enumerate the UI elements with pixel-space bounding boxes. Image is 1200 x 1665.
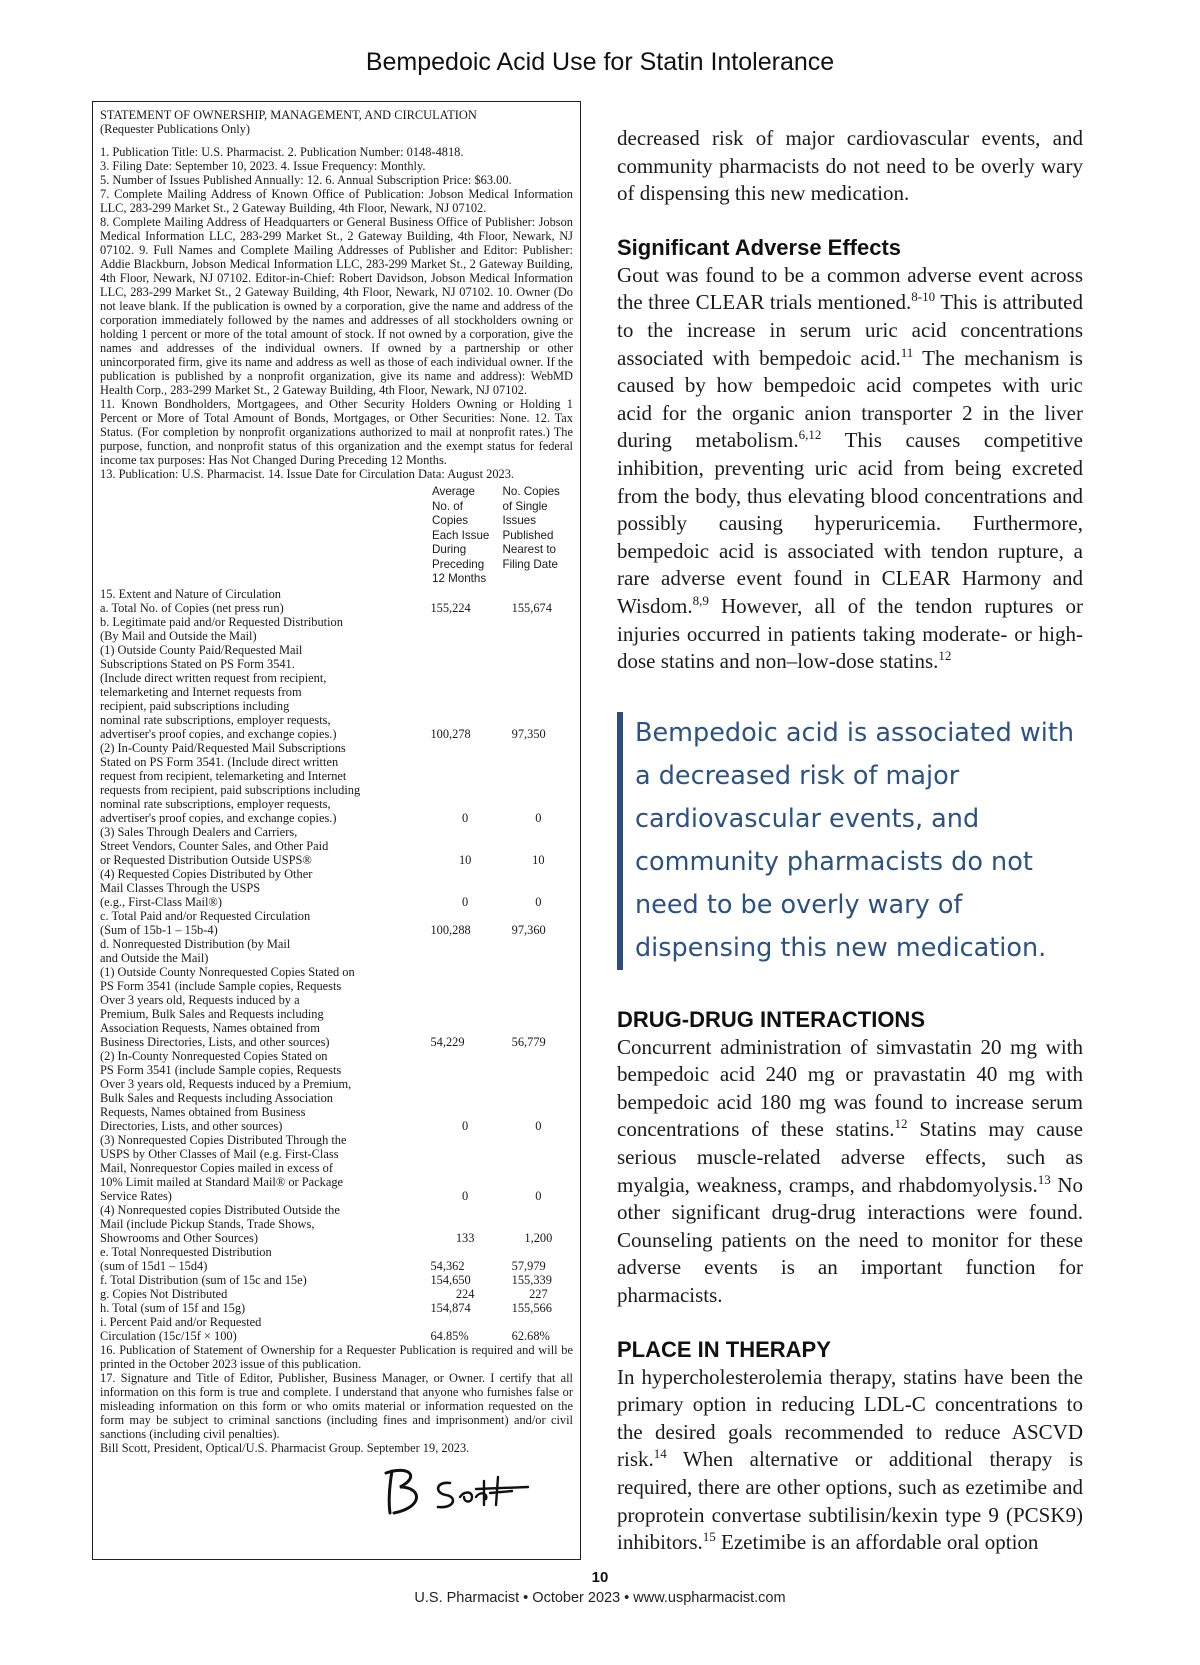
statement-paragraph: 3. Filing Date: September 10, 2023. 4. Issue Frequency: Monthly. xyxy=(100,159,426,173)
row-label: 15. Extent and Nature of Circulation xyxy=(100,586,281,601)
statement-paragraph: 5. Number of Issues Published Annually: 12. 6. Annual Subscription Price: $63.00. xyxy=(100,173,512,187)
table-row xyxy=(100,1273,573,1287)
table-row xyxy=(100,1203,573,1245)
column-header-average: Average No. of Copies Each Issue During Preceding 12 Months xyxy=(432,485,490,585)
statement-heading-subtitle: (Requester Publications Only) xyxy=(100,122,251,136)
reference-superscript: 6,12 xyxy=(798,427,822,443)
article-column xyxy=(617,125,1083,1557)
statement-closing-paragraph: 17. Signature and Title of Editor, Publisher, Business Manager, or Owner. I certify that all information on this form is true and complete. I understand that anyone who furnishes false or misleading information on this form or who omits material or information requested on the form may be subject to criminal sanctions (including fines and imprisonment) and/or civil sanctions (including civil penalties). xyxy=(100,1370,573,1441)
table-row xyxy=(100,741,573,825)
row-label: g. Copies Not Distributed xyxy=(100,1286,228,1301)
statement-paragraph: 7. Complete Mailing Address of Known Office of Publication: Jobson Medical Information LLC, 283-299 Market St., 2 Gateway Building, 4th Floor, Newark, NJ 07102. xyxy=(100,187,573,215)
row-label: (2) In-County Nonrequested Copies Stated on PS Form 3541 (include Sample copies, Requests Over 3 years old, Requests induced by a Premium, Bulk Sales and Requests including Association Requests, Names obtained from Business Directories, Lists, and other sources) xyxy=(100,1048,352,1133)
table-row xyxy=(100,1301,573,1315)
table-row xyxy=(100,601,573,615)
row-label: (4) Requested Copies Distributed by Other Mail Classes Through the USPS (e.g., First-Class Mail®) xyxy=(100,866,313,909)
row-value-single: 56,779 xyxy=(511,1034,546,1049)
circulation-column-headers xyxy=(432,485,573,587)
row-value-single: 62.68% xyxy=(511,1328,550,1343)
statement-paragraph: 8. Complete Mailing Address of Headquarters or General Business Office of Publisher: Jobson Medical Information LLC, 283-299 Market St., 2 Gateway Building, 4th Floor, Newark, NJ 07102. 9. Full Names and Complete Mailing Addresses of Publisher and Editor: Publisher: Addie Blackburn, Jobson Medical Information LLC, 283-299 Market St., 2 Gateway Building, 4th Floor, Newark, NJ 07102. Editor-in-Chief: Robert Davidson, Jobson Medical Information LLC, 283-299 Market St., 2 Gateway Building, 4th Floor, Newark, NJ 07102. 10. Owner (Do not leave blank. If the publication is owned by a corporation, give the name and address of the corporation immediately followed by the names and addresses of all stockholders owning or holding 1 percent or more of the total amount of stock. If not owned by a corporation, give the names and addresses of the individual owners. If owned by a partnership or other unincorporated firm, give its name and address as well as those of each individual owner. If the publication is published by a nonprofit organization, give its name and address): WebMD Health Corp., 283-299 Market St., 2 Gateway Building, 4th Floor, Newark, NJ 07102. xyxy=(100,215,573,397)
row-value-single: 10 xyxy=(532,852,545,867)
statement-paragraph: 13. Publication: U.S. Pharmacist. 14. Issue Date for Circulation Data: August 2023. xyxy=(100,467,514,481)
table-row xyxy=(100,615,573,741)
section-heading-adverse-effects: Significant Adverse Effects xyxy=(617,234,902,260)
row-value-average: 64.85% xyxy=(430,1328,469,1343)
row-value-average: 100,278 xyxy=(430,726,471,741)
row-value-average: 0 xyxy=(462,810,469,825)
row-label: e. Total Nonrequested Distribution (sum of 15d1 – 15d4) xyxy=(100,1244,272,1273)
row-value-average: 10 xyxy=(458,852,472,867)
page-footer: U.S. Pharmacist • October 2023 • www.uspharmacist.com xyxy=(414,1590,786,1606)
row-value-average: 54,229 xyxy=(430,1034,465,1049)
reference-superscript: 8,9 xyxy=(692,592,709,608)
row-value-single: 57,979 xyxy=(511,1258,546,1273)
row-value-average: 154,650 xyxy=(430,1272,471,1287)
row-value-average: 133 xyxy=(455,1230,475,1245)
page-number: 10 xyxy=(591,1569,609,1586)
reference-superscript: 13 xyxy=(1037,1171,1051,1187)
statement-paragraph: 1. Publication Title: U.S. Pharmacist. 2. Publication Number: 0148-4818. xyxy=(100,145,464,159)
row-label: (4) Nonrequested copies Distributed Outside the Mail (include Pickup Stands, Trade Shows, Showrooms and Other Sources) xyxy=(100,1202,340,1245)
row-value-single: 0 xyxy=(535,894,542,909)
row-value-single: 97,350 xyxy=(511,726,546,741)
table-row xyxy=(100,1315,573,1343)
place-in-therapy-paragraph: In hypercholesterolemia therapy, statins have been the primary option in reducing LDL-C concentrations to the desired goals recommended to reduce ASCVD risk.$^{14}$ When alternative or additional therapy is required, there are other options, such as ezetimibe and proprotein convertase subtilisin/kexin type 9 (PCSK9) inhibitors.$^{15}$ Ezetimibe is an affordable oral option xyxy=(617,1364,1083,1555)
row-value-average: 0 xyxy=(462,894,469,909)
statement-heading-title: STATEMENT OF OWNERSHIP, MANAGEMENT, AND CIRCULATION xyxy=(100,108,477,122)
row-value-single: 0 xyxy=(535,1188,542,1203)
row-value-single: 0 xyxy=(535,810,542,825)
row-label: d. Nonrequested Distribution (by Mail and Outside the Mail) (1) Outside County Nonrequested Copies Stated on PS Form 3541 (include Sample copies, Requests Over 3 years old, Requests induced by a Premium, Bulk Sales and Requests including Association Requests, Names obtained from Business Directories, Lists, and other sources) xyxy=(100,936,355,1049)
row-value-single: 97,360 xyxy=(511,922,546,937)
intro-paragraph: decreased risk of major cardiovascular events, and community pharmacists do not need to be overly wary of dispensing this new medication. xyxy=(617,126,1083,206)
row-value-average: 0 xyxy=(462,1118,469,1133)
row-label: a. Total No. of Copies (net press run) xyxy=(100,600,284,615)
table-row xyxy=(100,867,573,909)
statement-signatory: Bill Scott, President, Optical/U.S. Pharmacist Group. September 19, 2023. xyxy=(100,1440,470,1455)
row-value-single: 155,566 xyxy=(511,1300,552,1315)
reference-superscript: 15 xyxy=(702,1529,716,1545)
row-value-average: 100,288 xyxy=(430,922,471,937)
reference-superscript: 11 xyxy=(900,344,914,360)
statement-paragraph: 11. Known Bondholders, Mortgagees, and Other Security Holders Owning or Holding 1 Percent or More of Total Amount of Bonds, Mortgages, or Other Securities: None. 12. Tax Status. (For completion by nonprofit organizations authorized to mail at nonprofit rates.) The purpose, function, and nonprofit status of this organization and the exempt status for federal income tax purposes: Has Not Changed During Preceding 12 Months. xyxy=(100,397,573,467)
section-heading-place-in-therapy: PLACE IN THERAPY xyxy=(617,1336,831,1362)
table-row xyxy=(100,1133,573,1203)
row-label: c. Total Paid and/or Requested Circulation (Sum of 15b-1 – 15b-4) xyxy=(100,908,311,937)
row-value-single: 155,339 xyxy=(511,1272,552,1287)
reference-superscript: 8-10 xyxy=(911,289,936,305)
row-value-average: 224 xyxy=(455,1286,475,1301)
statement-closing-paragraph: 16. Publication of Statement of Ownership for a Requester Publication is required and will be printed in the October 2023 issue of this publication. xyxy=(100,1342,573,1371)
row-label: (3) Nonrequested Copies Distributed Through the USPS by Other Classes of Mail (e.g. First-Class Mail, Nonrequestor Copies mailed in excess of 10% Limit mailed at Standard Mail® or Package Service Rates) xyxy=(100,1132,347,1203)
row-value-single: 227 xyxy=(529,1286,548,1301)
row-label: f. Total Distribution (sum of 15c and 15e) xyxy=(100,1272,307,1287)
adverse-effects-paragraph: Gout was found to be a common adverse event across the three CLEAR trials mentioned.$^{8-10}$ This is attributed to the increase in serum uric acid concentrations associated with bempedoic acid.$^{11}$ The mechanism is caused by how bempedoic acid competes with uric acid for the organic anion transporter 2 in the liver during metabolism.$^{6,12}$ This causes competitive inhibition, preventing uric acid from being excreted from the body, thus elevating blood concentrations and possibly causing hyperuricemia. Furthermore, bempedoic acid is associated with tendon rupture, a rare adverse event found in CLEAR Harmony and Wisdom.$^{8,9}$ However, all of the tendon ruptures or injuries occurred in patients taking moderate- or high-dose statins and non–low-dose statins.$^{12}$ xyxy=(617,262,1084,674)
drug-interactions-paragraph: Concurrent administration of simvastatin 20 mg with bempedoic acid 240 mg or pravastatin 40 mg with bempedoic acid 180 mg was found to increase serum concentrations of these statins.$^{12}$ Statins may cause serious muscle-related adverse effects, such as myalgia, weakness, cramps, and rhabdomyolysis.$^{13}$ No other significant drug-drug interactions were found. Counseling patients on the need to monitor for these adverse events is an important function for pharmacists. xyxy=(617,1034,1084,1308)
statement-of-ownership-box xyxy=(92,101,581,1560)
row-value-average: 54,362 xyxy=(430,1258,465,1273)
row-value-single: 1,200 xyxy=(524,1230,553,1245)
row-value-average: 154,874 xyxy=(430,1300,471,1315)
row-value-single: 0 xyxy=(535,1118,542,1133)
table-row xyxy=(100,1049,573,1133)
reference-superscript: 12 xyxy=(894,1116,908,1132)
statement-heading xyxy=(100,108,573,136)
pull-quote: Bempedoic acid is associated with a decreased risk of major cardiovascular events, and community pharmacists do not need to be overly wary of dispensing this new medication. xyxy=(617,712,1083,970)
signature-icon xyxy=(380,1463,530,1521)
table-row xyxy=(100,937,573,1049)
row-label: (2) In-County Paid/Requested Mail Subscriptions Stated on PS Form 3541. (Include direct written request from recipient, telemarketing and Internet requests from recipient, paid subscriptions including nominal rate subscriptions, employer requests, advertiser's proof copies, and exchange copies.) xyxy=(100,740,361,825)
signature-area xyxy=(100,1455,573,1525)
reference-superscript: 14 xyxy=(653,1446,667,1462)
row-value-single: 155,674 xyxy=(511,600,552,615)
row-value-average: 0 xyxy=(462,1188,469,1203)
column-header-single-issue: No. Copies of Single Issues Published Nearest to Filing Date xyxy=(502,485,560,571)
row-label: (3) Sales Through Dealers and Carriers, Street Vendors, Counter Sales, and Other Paid or Requested Distribution Outside USPS® xyxy=(100,824,329,867)
table-row xyxy=(100,909,573,937)
section-heading-drug-interactions: DRUG-DRUG INTERACTIONS xyxy=(617,1006,925,1032)
table-row xyxy=(100,1287,573,1301)
row-label: b. Legitimate paid and/or Requested Distribution (By Mail and Outside the Mail) (1) Outside County Paid/Requested Mail Subscriptions Stated on PS Form 3541. (Include direct written request from recipient, telemarketing and Internet requests from recipient, paid subscriptions including nominal rate subscriptions, employer requests, advertiser's proof copies, and exchange copies.) xyxy=(100,614,343,741)
table-row xyxy=(100,587,573,601)
row-value-average: 155,224 xyxy=(430,600,471,615)
table-row xyxy=(100,825,573,867)
page-title: Bempedoic Acid Use for Statin Intolerance xyxy=(365,48,835,76)
table-row xyxy=(100,1245,573,1273)
circulation-table xyxy=(100,587,573,1343)
row-label: h. Total (sum of 15f and 15g) xyxy=(100,1300,246,1315)
row-label: i. Percent Paid and/or Requested Circulation (15c/15f × 100) xyxy=(100,1314,262,1343)
reference-superscript: 12 xyxy=(938,648,952,664)
